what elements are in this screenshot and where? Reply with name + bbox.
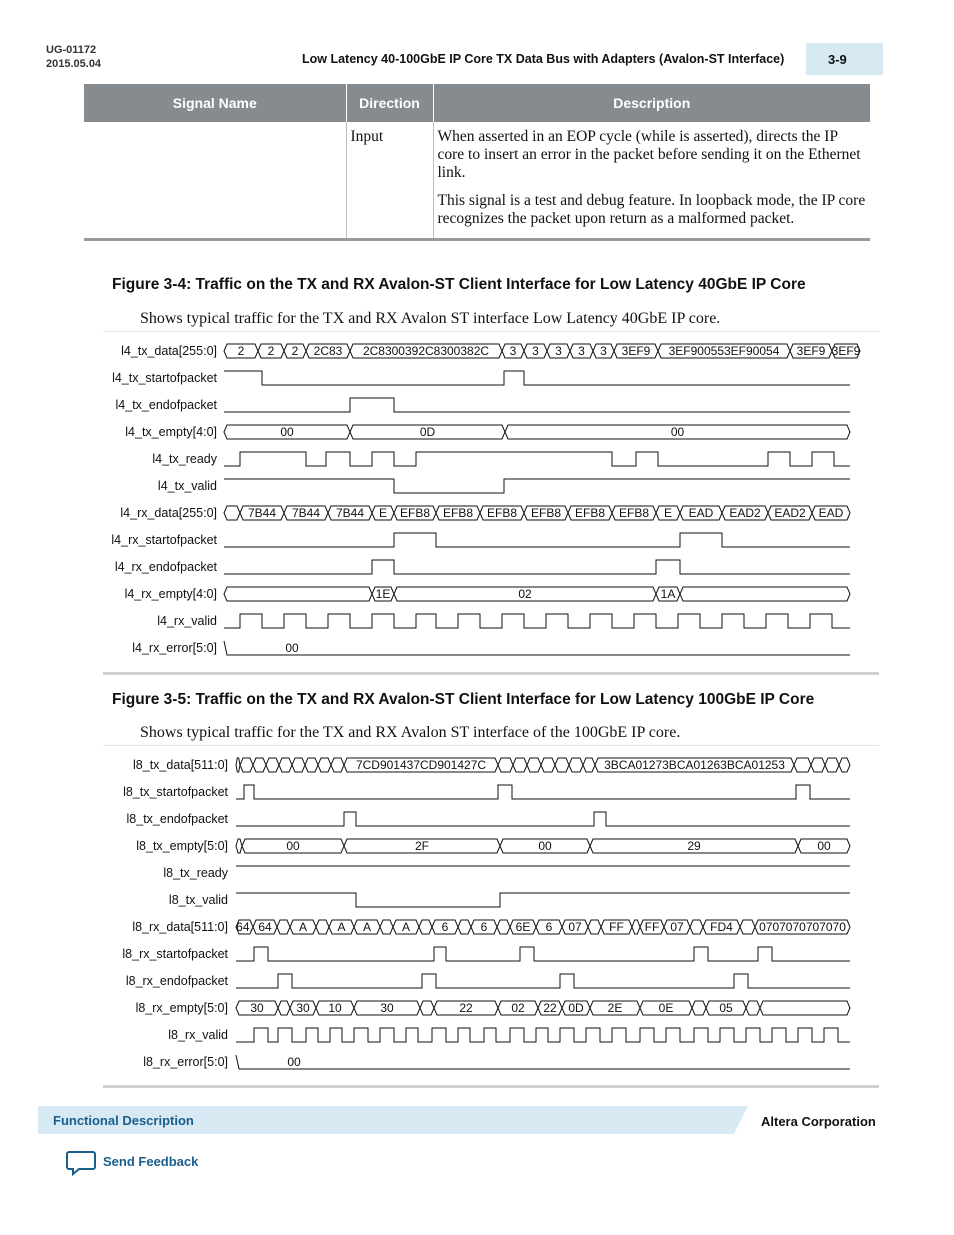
signal-label: l4_rx_data[255:0] <box>120 506 217 520</box>
bus-value-label: EAD2 <box>729 506 761 520</box>
bus-segment <box>224 506 240 520</box>
bus-segment <box>224 587 372 601</box>
document-id <box>46 43 101 71</box>
bus-value-label: 0E <box>658 1001 674 1015</box>
header-signal-name: Signal Name <box>84 84 346 122</box>
bus-value-label: 3 <box>600 344 607 358</box>
bus-value-label: 00 <box>538 839 552 853</box>
bus-value-label: FF <box>609 920 624 934</box>
bus-value-label: EFB8 <box>486 506 518 520</box>
bus-value-label: 00 <box>285 641 299 655</box>
signal-label: l4_tx_data[255:0] <box>121 344 217 358</box>
bus-value-label: 02 <box>511 1001 525 1015</box>
bus-value-label: EAD <box>688 506 714 520</box>
bus-segment <box>497 920 510 934</box>
bus-value-label: 3 <box>578 344 585 358</box>
bus-value-label: 2 <box>267 344 275 358</box>
bus-segment <box>839 758 850 772</box>
signal-label: l4_rx_endofpacket <box>114 560 217 574</box>
bus-value-label: 6 <box>545 920 553 934</box>
bus-value-label: EFB8 <box>442 506 474 520</box>
signal-label: l8_rx_error[5:0] <box>143 1055 228 1069</box>
bus-segment <box>240 758 253 772</box>
signal-label: l8_rx_valid <box>168 1028 228 1042</box>
figure-5-bottom-rule <box>103 1085 879 1088</box>
doc-date: 2015.05.04 <box>46 58 102 70</box>
send-feedback-link[interactable]: Send Feedback <box>103 1154 199 1169</box>
bus-value-label: 1E <box>375 587 391 601</box>
bus-value-label: 3EF9 <box>831 344 861 358</box>
bus-segment <box>588 920 601 934</box>
bus-segment <box>811 758 825 772</box>
signal-label: l8_rx_endofpacket <box>125 974 228 988</box>
bus-segment <box>513 758 527 772</box>
signal-label: l8_tx_endofpacket <box>126 812 228 826</box>
bus-segment <box>632 920 640 934</box>
bus-segment <box>316 920 329 934</box>
signal-label: l8_rx_data[511:0] <box>132 920 228 934</box>
bus-segment <box>527 758 541 772</box>
doc-number: UG-01172 <box>46 44 97 56</box>
bus-value-label: A <box>401 920 411 934</box>
bus-value-label: EFB8 <box>618 506 650 520</box>
bus-segment <box>331 758 344 772</box>
bus-segment <box>420 1001 434 1015</box>
bus-segment <box>278 1001 290 1015</box>
bus-value-label: 6 <box>441 920 449 934</box>
bus-segment <box>279 758 292 772</box>
signal-label: l4_tx_ready <box>152 452 217 466</box>
signal-label: l8_rx_empty[5:0] <box>135 1001 228 1015</box>
bus-value-label: EFB8 <box>399 506 431 520</box>
bus-value-label: E <box>663 506 673 520</box>
signal-label: l4_rx_startofpacket <box>111 533 217 547</box>
signal-trace <box>236 947 850 961</box>
figure-5-waveform <box>0 752 880 1078</box>
bus-value-label: 07 <box>568 920 582 934</box>
signal-label: l8_tx_startofpacket <box>123 785 228 799</box>
description-paragraph: When asserted in an EOP cycle (while is asserted), directs the IP core to insert an error in the packet before sending it on the Ethernet link. <box>437 128 861 181</box>
bus-value-label: 64. <box>236 920 253 934</box>
bus-value-label: A <box>337 920 346 934</box>
bus-value-label: 30 <box>296 1001 310 1015</box>
bus-segment <box>569 758 583 772</box>
bus-segment <box>458 920 471 934</box>
bus-value-label: E <box>378 506 388 520</box>
signal-trace <box>236 974 850 988</box>
figure-5-top-rule <box>103 745 879 746</box>
cell-direction: Input <box>346 122 433 240</box>
signal-trace <box>224 560 850 574</box>
bus-value-label: 7CD901437CD901427C <box>355 758 487 772</box>
bus-segment <box>253 758 266 772</box>
bus-value-label: 3BCA01273BCA01263BCA01253 <box>604 758 785 772</box>
table-row <box>84 122 870 240</box>
bus-segment <box>380 920 393 934</box>
table-header-row <box>84 84 870 122</box>
page-header-title: Low Latency 40-100GbE IP Core TX Data Bus with Adapters (Avalon-ST Interface) <box>302 52 785 66</box>
bus-segment <box>266 758 279 772</box>
bus-value-label: 2E <box>607 1001 623 1015</box>
signal-label: l4_rx_empty[4:0] <box>124 587 217 601</box>
cell-signal-name <box>84 122 346 240</box>
bus-value-label: 3EF900553EF90054 <box>668 344 780 358</box>
footer-section-link[interactable]: Functional Description <box>53 1113 194 1128</box>
bus-segment <box>236 839 242 853</box>
description-paragraph: This signal is a test and debug feature. In loopback mode, the IP core recognizes the packet upon return as a malformed packet. <box>437 192 866 227</box>
bus-value-label: 0707070707070 <box>759 920 846 934</box>
bus-value-label: 22 <box>543 1001 557 1015</box>
bus-segment <box>318 758 331 772</box>
page-number-badge: 3-9 <box>806 43 883 75</box>
signal-label: l4_tx_endofpacket <box>115 398 217 412</box>
bus-value-label: 64 <box>258 920 272 934</box>
bus-segment <box>236 758 240 772</box>
signal-trace <box>236 1028 850 1042</box>
bus-segment <box>555 758 569 772</box>
figure-4-waveform <box>0 338 880 664</box>
bus-segment <box>277 920 290 934</box>
signal-trace <box>224 479 850 493</box>
bus-value-label: 02 <box>518 587 532 601</box>
bus-segment <box>680 587 850 601</box>
bus-value-label: 3EF9 <box>796 344 826 358</box>
signal-label: l4_tx_startofpacket <box>112 371 217 385</box>
signal-label: l4_rx_error[5:0] <box>132 641 217 655</box>
bus-value-label: 3 <box>532 344 539 358</box>
signal-trace <box>224 452 850 466</box>
bus-value-label: 2C8300392C8300382C <box>362 344 490 358</box>
bus-segment <box>419 920 432 934</box>
signal-trace <box>224 614 850 628</box>
signal-label: l8_tx_empty[5:0] <box>136 839 228 853</box>
signal-label: l8_tx_valid <box>168 893 228 907</box>
bus-value-label: 22 <box>459 1001 473 1015</box>
bus-value-label: 2C83 <box>313 344 343 358</box>
bus-value-label: 7B44 <box>247 506 277 520</box>
bus-value-label: A <box>362 920 372 934</box>
bus-value-label: 29 <box>687 839 701 853</box>
bus-value-label: EFB8 <box>574 506 606 520</box>
bus-value-label: EAD2 <box>774 506 806 520</box>
bus-value-label: 7B44 <box>335 506 365 520</box>
bus-segment <box>690 920 703 934</box>
bus-value-label: 00 <box>280 425 294 439</box>
signal-trace <box>224 533 850 547</box>
signal-label: l8_tx_data[511:0] <box>133 758 228 772</box>
bus-value-label: 3 <box>509 344 517 358</box>
bus-value-label: 3EF9 <box>621 344 651 358</box>
bus-value-label: 6E <box>515 920 531 934</box>
bus-segment <box>305 758 318 772</box>
bus-value-label: 1A <box>660 587 676 601</box>
bus-value-label: FD4 <box>710 920 733 934</box>
bus-value-label: 00 <box>286 839 300 853</box>
bus-value-label: 7B44 <box>291 506 321 520</box>
cell-description <box>433 122 870 240</box>
bus-value-label: 00 <box>670 425 685 439</box>
figure-4-top-rule <box>103 331 879 332</box>
bus-value-label: 2 <box>237 344 245 358</box>
bus-segment <box>583 758 595 772</box>
footer-company: Altera Corporation <box>761 1114 876 1129</box>
signal-label: l4_tx_valid <box>157 479 217 493</box>
bus-value-label: 3 <box>555 344 562 358</box>
bus-value-label: 0D <box>568 1001 584 1015</box>
bus-value-label: 30 <box>380 1001 394 1015</box>
bus-value-label: 00 <box>287 1055 301 1069</box>
bus-segment <box>541 758 555 772</box>
bus-value-label: EAD <box>818 506 844 520</box>
bus-segment <box>760 1001 850 1015</box>
figure-4-title: Figure 3-4: Traffic on the TX and RX Avalon-ST Client Interface for Low Latency 40GbE IP Core <box>112 276 806 293</box>
figure-4-bottom-rule <box>103 672 879 675</box>
bus-value-label: FF <box>644 920 660 934</box>
bus-value-label: 6 <box>480 920 488 934</box>
figure-4-description: Shows typical traffic for the TX and RX Avalon ST interface Low Latency 40GbE IP core. <box>140 310 721 327</box>
signal-label: l4_rx_valid <box>157 614 217 628</box>
signal-trace <box>224 641 850 655</box>
bus-segment <box>740 920 755 934</box>
bus-value-label: A <box>298 920 308 934</box>
signal-label: l8_rx_startofpacket <box>122 947 228 961</box>
bus-value-label: 07 <box>670 920 684 934</box>
bus-segment <box>746 1001 760 1015</box>
signal-trace <box>236 785 850 799</box>
feedback-icon[interactable] <box>66 1150 96 1176</box>
header-description: Description <box>433 84 870 122</box>
bus-segment <box>498 758 513 772</box>
bus-value-label: 00 <box>817 839 831 853</box>
signal-label: l8_tx_ready <box>163 866 228 880</box>
bus-value-label: EFB8 <box>530 506 562 520</box>
signal-trace <box>236 893 850 907</box>
bus-value-label: 30 <box>250 1001 264 1015</box>
bus-segment <box>692 1001 706 1015</box>
bus-segment <box>794 758 811 772</box>
signal-trace <box>224 371 850 385</box>
signal-trace <box>236 812 850 826</box>
signal-table <box>84 84 870 241</box>
bus-segment <box>825 758 839 772</box>
bus-value-label: 0D <box>419 425 436 439</box>
bus-value-label: 2F <box>414 839 430 853</box>
signal-trace <box>224 398 850 412</box>
bus-value-label: 05 <box>719 1001 733 1015</box>
figure-5-title: Figure 3-5: Traffic on the TX and RX Avalon-ST Client Interface for Low Latency 100GbE IP Core <box>112 691 815 708</box>
header-direction: Direction <box>346 84 433 122</box>
bus-value-label: 10 <box>328 1001 342 1015</box>
figure-5-description: Shows typical traffic for the TX and RX Avalon ST interface of the 100GbE IP core. <box>140 724 681 741</box>
signal-label: l4_tx_empty[4:0] <box>125 425 217 439</box>
bus-segment <box>292 758 305 772</box>
signal-trace <box>236 1055 850 1069</box>
bus-value-label: 2 <box>291 344 299 358</box>
